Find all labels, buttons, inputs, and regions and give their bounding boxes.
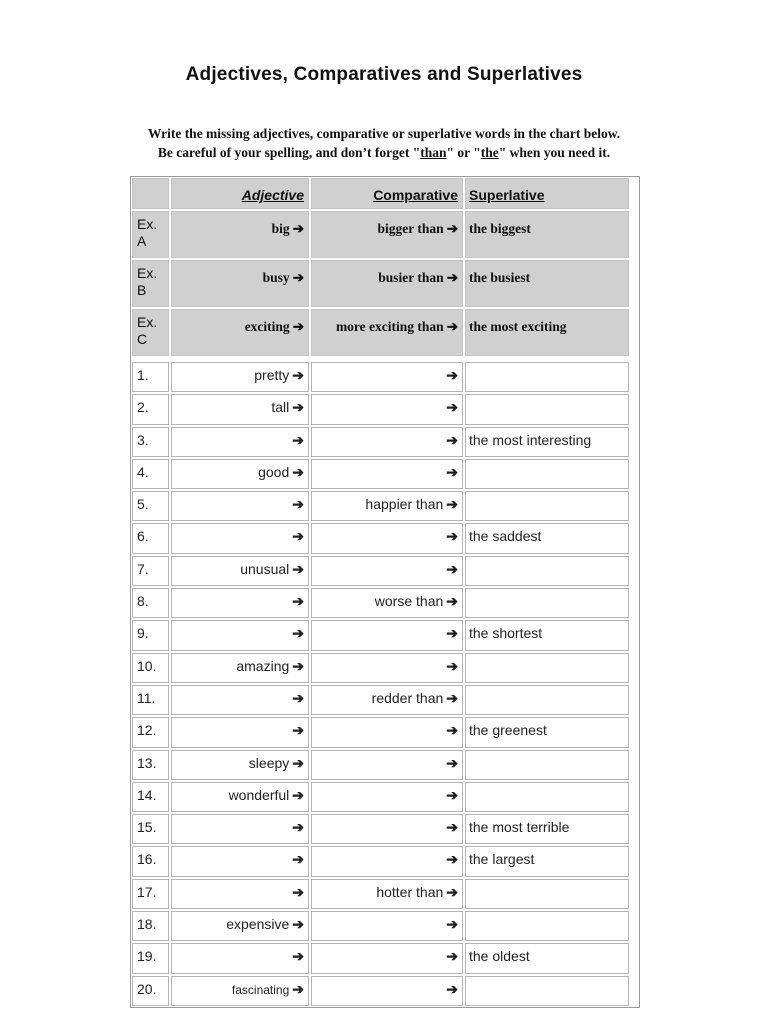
- comparative-cell-text: worse than: [374, 593, 444, 610]
- superlative-cell: [465, 523, 629, 553]
- example-superlative: [465, 211, 629, 258]
- superlative-cell: [465, 846, 629, 876]
- comparative-cell[interactable]: [311, 717, 463, 747]
- row-number-text: 15.: [137, 819, 157, 836]
- comparative-cell: [311, 879, 463, 909]
- superlative-cell-text: the largest: [469, 851, 535, 868]
- example-superlative-text: the busiest: [469, 270, 531, 285]
- comparative-cell[interactable]: [311, 782, 463, 812]
- adjective-cell: [171, 362, 309, 392]
- adjective-cell-text: expensive: [226, 916, 290, 933]
- header-comparative: [311, 178, 463, 209]
- table-row: [131, 490, 639, 522]
- example-adjective: [171, 309, 309, 356]
- row-number-text: 1.: [137, 367, 149, 383]
- table-row: [131, 361, 639, 393]
- example-superlative: [465, 309, 629, 356]
- comparative-cell[interactable]: [311, 976, 463, 1006]
- comparative-cell: [311, 588, 463, 618]
- superlative-cell[interactable]: [465, 588, 629, 618]
- superlative-cell-text: the most interesting: [469, 431, 592, 448]
- adjective-cell-text: unusual: [240, 560, 290, 577]
- example-superlative-text: the biggest: [469, 221, 531, 236]
- arrow-right-icon: ➔: [292, 851, 304, 868]
- example-adjective-text: busy: [262, 270, 290, 285]
- arrow-right-icon: ➔: [446, 689, 458, 706]
- header-row: [131, 177, 639, 210]
- table-row: [131, 942, 639, 974]
- comparative-cell-text: happier than: [365, 496, 444, 513]
- adjective-cell: [171, 459, 309, 489]
- adjective-cell[interactable]: [171, 717, 309, 747]
- row-number: [132, 943, 169, 973]
- arrow-right-icon: ➔: [446, 593, 458, 610]
- row-number-text: 16.: [137, 851, 157, 868]
- adjective-cell: [171, 750, 309, 780]
- row-number: [132, 814, 169, 844]
- adjective-cell[interactable]: [171, 427, 309, 457]
- comparative-cell[interactable]: [311, 556, 463, 586]
- adjective-cell-text: wonderful: [228, 786, 290, 803]
- instructions-line-1: Write the missing adjectives, comparative or superlative words in the chart below.: [147, 126, 621, 141]
- table-row: [131, 781, 639, 813]
- arrow-right-icon: ➔: [292, 948, 304, 965]
- adjective-cell[interactable]: [171, 588, 309, 618]
- adjective-cell-text: tall: [271, 399, 290, 416]
- row-number-text: 11.: [137, 689, 156, 706]
- adjective-cell[interactable]: [171, 491, 309, 521]
- arrow-right-icon: ➔: [446, 948, 458, 965]
- table-row: [131, 458, 639, 490]
- table-row: [131, 587, 639, 619]
- arrow-right-icon: ➔: [292, 270, 304, 285]
- header-adjective: [171, 178, 309, 209]
- table-row: [131, 878, 639, 910]
- adjective-cell[interactable]: [171, 943, 309, 973]
- row-number-text: 9.: [137, 625, 149, 642]
- superlative-cell[interactable]: [465, 976, 629, 1006]
- arrow-right-icon: ➔: [292, 657, 304, 674]
- header-comparative-label: Comparative: [373, 187, 458, 203]
- comparative-cell[interactable]: [311, 362, 463, 392]
- header-number-cell: [132, 178, 169, 209]
- superlative-cell[interactable]: [465, 491, 629, 521]
- superlative-cell[interactable]: [465, 556, 629, 586]
- page-title: Adjectives, Comparatives and Superlatives: [185, 64, 583, 85]
- arrow-right-icon: ➔: [292, 689, 304, 706]
- arrow-right-icon: ➔: [292, 431, 304, 448]
- arrow-right-icon: ➔: [446, 319, 458, 334]
- example-label-text: Ex. C: [137, 314, 158, 347]
- example-label: [132, 309, 169, 356]
- table-row: [131, 716, 639, 748]
- row-number: [132, 976, 169, 1006]
- instructions-text: " when you need it.: [498, 145, 611, 160]
- example-adjective-text: exciting: [244, 319, 290, 334]
- row-number-text: 4.: [137, 463, 149, 480]
- superlative-cell[interactable]: [465, 459, 629, 489]
- comparative-cell[interactable]: [311, 620, 463, 650]
- comparative-cell-text: redder than: [371, 689, 444, 706]
- adjective-cell: [171, 394, 309, 424]
- adjective-cell[interactable]: [171, 685, 309, 715]
- header-superlative: [465, 178, 629, 209]
- arrow-right-icon: ➔: [292, 625, 304, 642]
- adjective-cell-text: sleepy: [248, 754, 290, 771]
- arrow-right-icon: ➔: [446, 560, 458, 577]
- superlative-cell[interactable]: [465, 750, 629, 780]
- adjective-cell[interactable]: [171, 814, 309, 844]
- adjective-cell[interactable]: [171, 846, 309, 876]
- example-comparative-text: bigger than: [377, 221, 444, 236]
- superlative-cell-text: the most terrible: [469, 819, 570, 836]
- row-number: [132, 362, 169, 392]
- instructions-text: " or ": [446, 145, 481, 160]
- arrow-right-icon: ➔: [446, 463, 458, 480]
- superlative-cell-text: the shortest: [469, 625, 543, 642]
- row-number-text: 17.: [137, 883, 157, 900]
- adjective-cell: [171, 782, 309, 812]
- row-number-text: 12.: [137, 722, 157, 739]
- table-row: [131, 975, 639, 1007]
- row-number: [132, 911, 169, 941]
- example-comparative-text: busier than: [378, 270, 444, 285]
- row-number: [132, 556, 169, 586]
- adjective-cell[interactable]: [171, 523, 309, 553]
- table-row: [131, 522, 639, 554]
- adjective-cell: [171, 653, 309, 683]
- row-number: [132, 782, 169, 812]
- arrow-right-icon: ➔: [446, 883, 458, 900]
- example-adjective: [171, 211, 309, 258]
- example-label-text: Ex. A: [137, 216, 158, 249]
- row-number: [132, 459, 169, 489]
- header-superlative-label: Superlative: [469, 187, 545, 203]
- the-word: the: [480, 145, 499, 160]
- arrow-right-icon: ➔: [292, 496, 304, 513]
- comparative-cell-text: hotter than: [376, 883, 444, 900]
- row-number-text: 5.: [137, 496, 149, 513]
- example-label-text: Ex. B: [137, 265, 158, 298]
- arrow-right-icon: ➔: [292, 221, 304, 236]
- arrow-right-icon: ➔: [292, 916, 304, 933]
- example-label: [132, 260, 169, 307]
- arrow-right-icon: ➔: [446, 722, 458, 739]
- row-number: [132, 523, 169, 553]
- row-number-text: 8.: [137, 593, 149, 610]
- arrow-right-icon: ➔: [446, 851, 458, 868]
- arrow-right-icon: ➔: [446, 399, 458, 416]
- example-comparative: [311, 260, 463, 307]
- arrow-right-icon: ➔: [292, 463, 304, 480]
- row-number: [132, 846, 169, 876]
- example-row: [131, 308, 639, 357]
- arrow-right-icon: ➔: [446, 528, 458, 545]
- row-number: [132, 394, 169, 424]
- arrow-right-icon: ➔: [446, 496, 458, 513]
- row-number-text: 13.: [137, 754, 157, 771]
- table-row: [131, 684, 639, 716]
- arrow-right-icon: ➔: [292, 560, 304, 577]
- example-row: [131, 259, 639, 308]
- instructions-text: Be careful of your spelling, and don’t forget ": [157, 145, 421, 160]
- table-row: [131, 845, 639, 877]
- comparative-cell: [311, 685, 463, 715]
- row-number-text: 18.: [137, 916, 157, 933]
- superlative-cell: [465, 717, 629, 747]
- superlative-cell-text: the oldest: [469, 948, 530, 965]
- example-label: [132, 211, 169, 258]
- example-row: [131, 210, 639, 259]
- arrow-right-icon: ➔: [292, 722, 304, 739]
- comparative-cell[interactable]: [311, 653, 463, 683]
- row-number: [132, 653, 169, 683]
- comparative-cell: [311, 491, 463, 521]
- table-row: [131, 619, 639, 651]
- superlative-cell[interactable]: [465, 653, 629, 683]
- example-comparative-text: more exciting than: [335, 319, 444, 334]
- example-adjective-text: big: [271, 221, 290, 236]
- table-row: [131, 813, 639, 845]
- instructions-line-2: [0, 143, 768, 162]
- example-rows: [131, 210, 639, 357]
- superlative-cell-text: the greenest: [469, 722, 547, 739]
- row-number: [132, 620, 169, 650]
- row-number: [132, 588, 169, 618]
- arrow-right-icon: ➔: [446, 754, 458, 771]
- comparative-cell[interactable]: [311, 394, 463, 424]
- arrow-right-icon: ➔: [446, 221, 458, 236]
- worksheet-table: [130, 176, 640, 1008]
- example-superlative: [465, 260, 629, 307]
- adjective-cell-text: pretty: [254, 367, 290, 383]
- comparative-cell[interactable]: [311, 846, 463, 876]
- comparative-cell[interactable]: [311, 814, 463, 844]
- arrow-right-icon: ➔: [292, 593, 304, 610]
- table-row: [131, 555, 639, 587]
- row-number-text: 3.: [137, 431, 149, 448]
- arrow-right-icon: ➔: [292, 786, 304, 803]
- row-number: [132, 491, 169, 521]
- superlative-cell: [465, 620, 629, 650]
- arrow-right-icon: ➔: [292, 754, 304, 771]
- arrow-right-icon: ➔: [446, 980, 458, 997]
- comparative-cell[interactable]: [311, 523, 463, 553]
- superlative-cell[interactable]: [465, 879, 629, 909]
- superlative-cell[interactable]: [465, 685, 629, 715]
- arrow-right-icon: ➔: [446, 270, 458, 285]
- adjective-cell[interactable]: [171, 620, 309, 650]
- than-word: than: [420, 145, 447, 160]
- adjective-cell[interactable]: [171, 879, 309, 909]
- row-number-text: 2.: [137, 399, 149, 416]
- arrow-right-icon: ➔: [292, 883, 304, 900]
- example-comparative: [311, 309, 463, 356]
- row-number-text: 7.: [137, 560, 149, 577]
- exercise-rows: [131, 361, 639, 1007]
- example-superlative-text: the most exciting: [469, 319, 567, 334]
- arrow-right-icon: ➔: [292, 367, 304, 383]
- example-comparative: [311, 211, 463, 258]
- table-row: [131, 652, 639, 684]
- arrow-right-icon: ➔: [292, 980, 304, 997]
- arrow-right-icon: ➔: [446, 657, 458, 674]
- table-row: [131, 426, 639, 458]
- row-number: [132, 717, 169, 747]
- example-adjective: [171, 260, 309, 307]
- row-number: [132, 685, 169, 715]
- superlative-cell[interactable]: [465, 362, 629, 392]
- adjective-cell: [171, 556, 309, 586]
- adjective-cell-text: good: [258, 463, 290, 480]
- adjective-cell-text: amazing: [236, 657, 290, 674]
- row-number-text: 14.: [137, 786, 157, 803]
- adjective-cell: [171, 911, 309, 941]
- superlative-cell: [465, 943, 629, 973]
- row-number: [132, 750, 169, 780]
- superlative-cell: [465, 814, 629, 844]
- comparative-cell[interactable]: [311, 427, 463, 457]
- row-number-text: 6.: [137, 528, 149, 545]
- row-number: [132, 879, 169, 909]
- table-row: [131, 393, 639, 425]
- adjective-cell-text: fascinating: [231, 982, 290, 997]
- superlative-cell-text: the saddest: [469, 528, 542, 545]
- arrow-right-icon: ➔: [292, 399, 304, 416]
- comparative-cell[interactable]: [311, 750, 463, 780]
- superlative-cell[interactable]: [465, 911, 629, 941]
- arrow-right-icon: ➔: [446, 625, 458, 642]
- table-row: [131, 749, 639, 781]
- arrow-right-icon: ➔: [446, 367, 458, 383]
- arrow-right-icon: ➔: [292, 319, 304, 334]
- arrow-right-icon: ➔: [292, 819, 304, 836]
- row-number: [132, 427, 169, 457]
- row-number-text: 19.: [137, 948, 157, 965]
- arrow-right-icon: ➔: [446, 786, 458, 803]
- row-number-text: 10.: [137, 657, 157, 674]
- instructions: [0, 124, 768, 162]
- superlative-cell[interactable]: [465, 394, 629, 424]
- row-number-text: 20.: [137, 980, 157, 997]
- adjective-cell: [171, 976, 309, 1006]
- arrow-right-icon: ➔: [292, 528, 304, 545]
- arrow-right-icon: ➔: [446, 916, 458, 933]
- comparative-cell[interactable]: [311, 459, 463, 489]
- arrow-right-icon: ➔: [446, 431, 458, 448]
- superlative-cell: [465, 427, 629, 457]
- table-row: [131, 910, 639, 942]
- superlative-cell[interactable]: [465, 782, 629, 812]
- comparative-cell[interactable]: [311, 943, 463, 973]
- arrow-right-icon: ➔: [446, 819, 458, 836]
- header-adjective-label: Adjective: [241, 187, 304, 203]
- comparative-cell[interactable]: [311, 911, 463, 941]
